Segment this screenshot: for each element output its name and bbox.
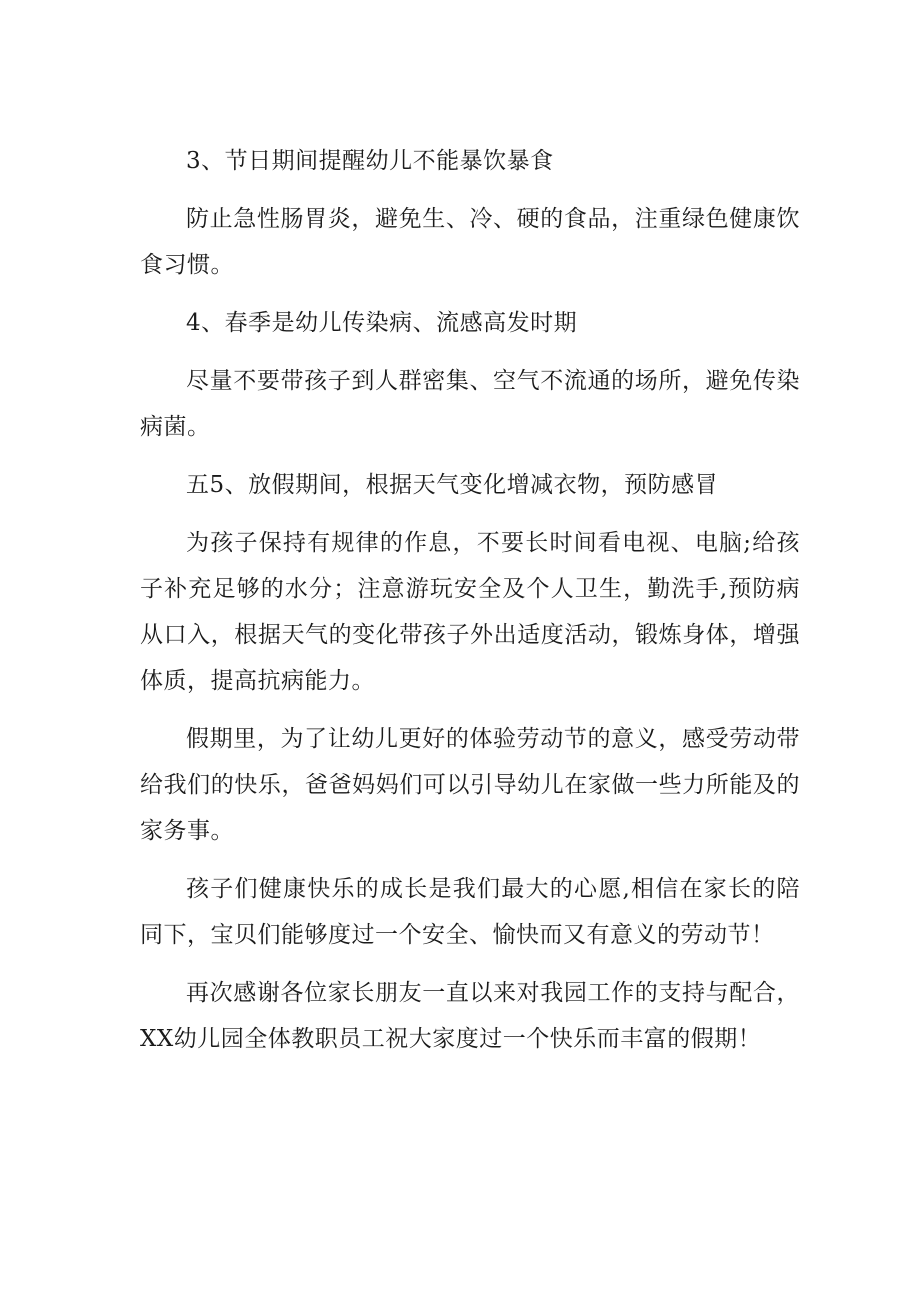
paragraph-routine: 为孩子保持有规律的作息，不要长时间看电视、电脑;给孩子补充足够的水分；注意游玩安全及个人卫生，勤洗手,预防病从口入，根据天气的变化带孩子外出适度活动，锻炼身体，增强体质，提高抗病能力。 (140, 530, 800, 694)
paragraph-housework: 假期里，为了让幼儿更好的体验劳动节的意义，感受劳动带给我们的快乐，爸爸妈妈们可以引导幼儿在家做一些力所能及的家务事。 (140, 726, 800, 844)
section-heading-3: 3、节日期间提醒幼儿不能暴饮暴食 (186, 148, 554, 174)
paragraph-wish: 孩子们健康快乐的成长是我们最大的心愿,相信在家长的陪同下，宝贝们能够度过一个安全、愉快而又有意义的劳动节！ (140, 876, 800, 948)
paragraph-thanks: 再次感谢各位家长朋友一直以来对我园工作的支持与配合，XX幼儿园全体教职员工祝大家度过一个快乐而丰富的假期！ (140, 980, 800, 1052)
paragraph-diet: 防止急性肠胃炎，避免生、冷、硬的食品，注重绿色健康饮食习惯。 (140, 206, 800, 278)
paragraph-disease: 尽量不要带孩子到人群密集、空气不流通的场所，避免传染病菌。 (140, 368, 800, 440)
section-heading-5: 五5、放假期间，根据天气变化增减衣物，预防感冒 (186, 472, 719, 498)
document-body (140, 138, 800, 1074)
section-heading-4: 4、春季是幼儿传染病、流感高发时期 (186, 310, 578, 336)
